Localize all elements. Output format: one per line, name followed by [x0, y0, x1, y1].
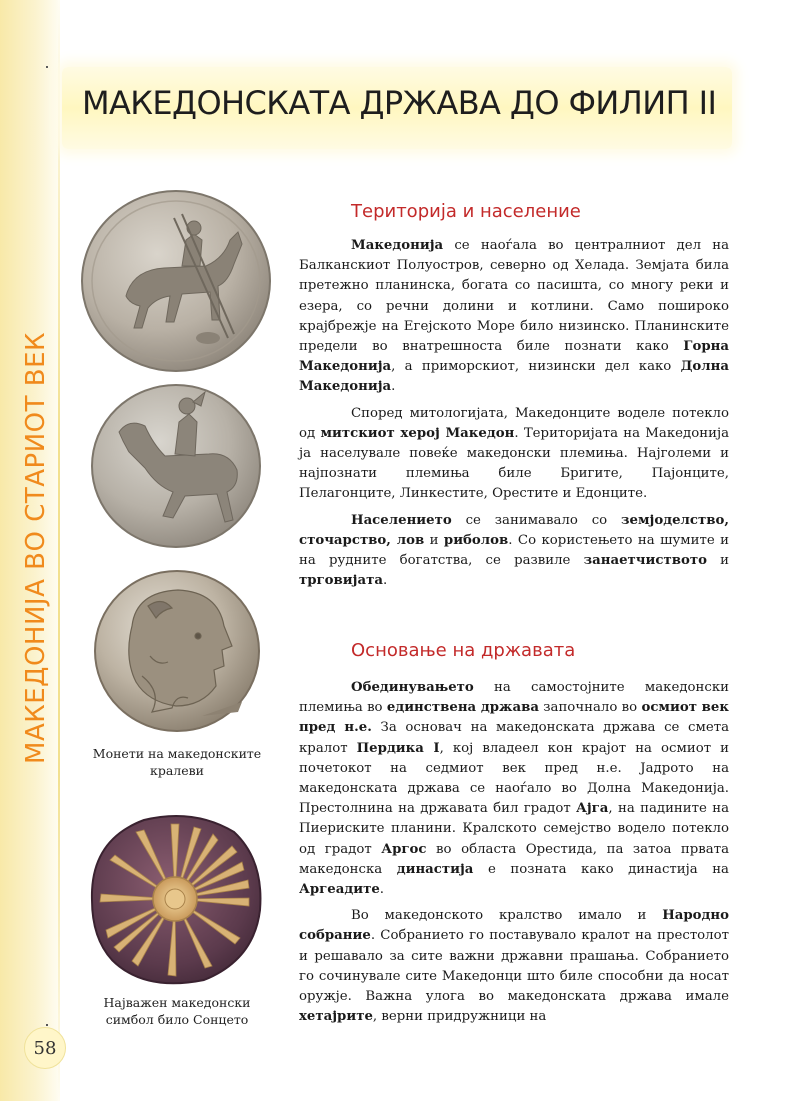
bold-term: Македонија: [351, 238, 444, 253]
text-run: , а приморскиот, низински дел како: [391, 359, 681, 375]
bold-term: митскиот херој Македон: [320, 425, 515, 441]
coin-heracles-image: [92, 566, 262, 736]
text-run: , кој владеел кон крајот на осмиот и почетокот на седмиот век пред н.е. Јадрото на македонската држава се наоѓало во Долна Македонија. Престолнина на државата бил градот: [299, 740, 729, 817]
text-run: , верни придружници на: [372, 1009, 547, 1025]
bold-term: Горна Македонија: [299, 339, 729, 375]
text-run: Според митологијата, Македонците воделе потекло од: [299, 405, 729, 441]
coin-horseman-image: [78, 188, 274, 374]
bold-term: хетајрите: [299, 1009, 373, 1025]
text-run: , на падините на Пиериските планини. Кралското семејство водело потекло од градот: [299, 801, 730, 857]
bold-term: единствена држава: [386, 700, 539, 716]
bold-term: Обединувањето: [351, 680, 474, 695]
page-title: МАКЕДОНСКАТА ДРЖАВА ДО ФИЛИП II: [82, 84, 717, 122]
text-run: е позната како династија на: [473, 861, 729, 877]
text-run: и: [706, 553, 729, 569]
bold-term: Населението: [351, 512, 452, 528]
text-run: . Територијата на Македонија ја населувале повеќе македонски племиња. Најголеми и најпознати племиња биле Бригите, Пајонците, Пелагонците, Линкестите, Орестите и Едонците.: [299, 425, 729, 502]
margin-mark: [46, 1024, 48, 1026]
section-founding-text: [299, 678, 729, 1033]
bold-term: Аргеадите: [299, 882, 380, 898]
bold-term: осмиот век пред н.е.: [299, 700, 729, 736]
text-run: . Со користењето на шумите и на рудните богатства, се развиле: [299, 532, 729, 569]
page-number: 58: [24, 1027, 66, 1069]
paragraph: [299, 236, 729, 398]
bold-term: земјоделство, сточарство, лов: [299, 512, 729, 548]
text-run: започнало во: [538, 700, 642, 716]
text-run: .: [391, 379, 396, 395]
text-run: Во македонското кралство имало и: [351, 908, 663, 924]
coins-caption: Монети на македонските кралеви: [92, 746, 262, 778]
bold-term: Народно собрание: [299, 908, 729, 944]
text-run: на самостојните македонски племиња во: [299, 680, 729, 716]
text-run: во областа Орестида, па затоа првата македонска: [299, 841, 729, 877]
section-heading-founding: Основање на државата: [351, 640, 576, 661]
text-run: .: [379, 882, 385, 898]
bold-term: Долна Македонија: [299, 359, 729, 395]
paragraph: [299, 511, 729, 592]
margin-mark: [46, 66, 48, 68]
text-run: се занимавало со: [451, 512, 622, 528]
sidebar-edge: [58, 0, 60, 1101]
bold-term: риболов: [443, 532, 509, 548]
text-run: За основач на македонската држава се смета кралот: [299, 720, 730, 756]
bold-term: Ајга: [576, 801, 609, 817]
paragraph: [299, 678, 729, 900]
section-heading-territory: Територија и население: [351, 201, 581, 222]
chapter-title: МАКЕДОНИЈА ВО СТАРИОТ ВЕК: [21, 332, 51, 764]
bold-term: династија: [396, 861, 474, 877]
bold-term: трговијата: [299, 573, 383, 589]
text-run: .: [382, 573, 388, 589]
text-run: и: [424, 532, 444, 548]
text-run: . Собранието го поставувало кралот на престолот и решавало за сите важни државни прашања. Собранието го сочинувале сите Македонци што биле способни да носат оружје. Важна улога во македонската држава имале: [299, 928, 729, 1005]
coin-rider-image: [89, 382, 263, 550]
text-run: се наоѓала во централниот дел на Балканскиот Полуостров, северно од Хелада. Земјата била претежно планинска, богата со пасишта, со многу реки и езера, со речни долини и котлини. Само пошироко крајбрежје на Егејското Море било низинско. Планинските предели во внатрешноста биле познати како: [299, 238, 729, 355]
bold-term: Аргос: [381, 841, 427, 857]
sun-caption: Најважен македонски симбол било Сонцето: [103, 995, 251, 1027]
bold-term: Пердика I: [356, 740, 440, 756]
paragraph: [299, 404, 729, 505]
vergina-sun-image: [84, 810, 266, 988]
bold-term: занаетчиството: [583, 553, 707, 569]
section-territory-text: [299, 236, 729, 597]
paragraph: [299, 906, 729, 1027]
